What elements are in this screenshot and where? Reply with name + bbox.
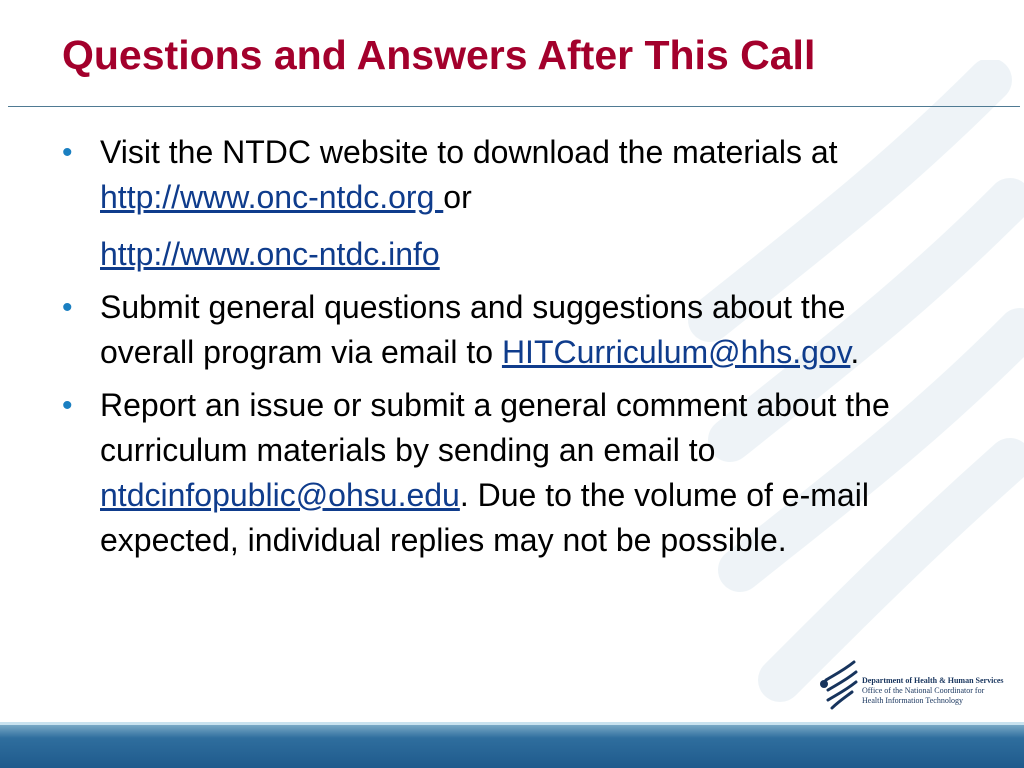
ntdc-info-link[interactable]: http://www.onc-ntdc.info bbox=[100, 236, 440, 272]
hhs-logo bbox=[816, 658, 1016, 714]
bullet-text-end: . Due to the volume of e-mail expected, individual replies may not be possible. bbox=[100, 477, 869, 558]
bullet-icon: • bbox=[62, 291, 73, 324]
hitcurriculum-email-link[interactable]: HITCurriculum@hhs.gov bbox=[501, 334, 851, 370]
hhs-logo-text bbox=[862, 676, 1004, 706]
title-divider bbox=[8, 106, 1020, 107]
hhs-office-line2: Health Information Technology bbox=[862, 696, 964, 705]
bullet-text: Visit the NTDC website to download the materials at bbox=[100, 134, 838, 170]
slide-title: Questions and Answers After This Call bbox=[62, 32, 816, 78]
bullet-list bbox=[58, 130, 938, 571]
ntdcinfopublic-email-link[interactable]: ntdcinfopublic@ohsu.edu bbox=[100, 477, 460, 513]
ntdc-org-link[interactable]: http://www.onc-ntdc.org bbox=[100, 179, 444, 215]
hhs-eagle-icon bbox=[816, 658, 860, 712]
bullet-extra-line bbox=[100, 232, 938, 277]
bullet-text-or: or bbox=[443, 179, 472, 215]
bullet-item-questions bbox=[58, 285, 938, 375]
bullet-text: Submit general questions and suggestions about the overall program via email to bbox=[100, 289, 846, 370]
bullet-item-download bbox=[58, 130, 938, 277]
hhs-office-line1: Office of the National Coordinator for bbox=[862, 686, 985, 695]
footer-bar-highlight bbox=[0, 722, 1024, 725]
bullet-text-end: . bbox=[850, 334, 860, 370]
hhs-department-name: Department of Health & Human Services bbox=[862, 676, 1004, 685]
bullet-text: Report an issue or submit a general comment about the curriculum materials by sending an email to bbox=[100, 387, 890, 468]
bullet-icon: • bbox=[62, 136, 73, 169]
bullet-item-report bbox=[58, 383, 938, 563]
footer-bar bbox=[0, 722, 1024, 768]
bullet-icon: • bbox=[62, 389, 73, 422]
